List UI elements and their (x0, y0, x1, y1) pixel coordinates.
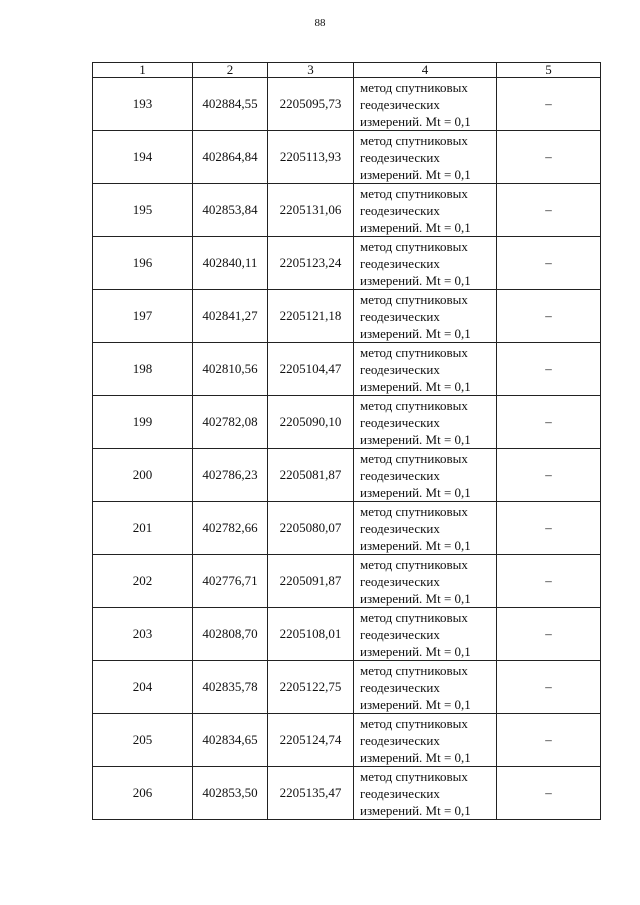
point-number-cell: 206 (93, 767, 193, 820)
method-line: метод спутниковых (360, 609, 468, 625)
table-row (93, 502, 601, 555)
table-row (93, 343, 601, 396)
method-cell (354, 608, 497, 661)
table-row (93, 449, 601, 502)
y-coordinate-cell: 2205091,87 (268, 555, 354, 608)
method-cell (354, 237, 497, 290)
method-line: измерений. Mt = 0,1 (360, 272, 471, 288)
method-line: метод спутниковых (360, 503, 468, 519)
x-coordinate-cell: 402782,08 (193, 396, 268, 449)
method-line: метод спутниковых (360, 715, 468, 731)
y-coordinate-cell: 2205090,10 (268, 396, 354, 449)
method-line: метод спутниковых (360, 185, 468, 201)
y-coordinate-cell: 2205108,01 (268, 608, 354, 661)
y-coordinate-cell: 2205122,75 (268, 661, 354, 714)
method-line: геодезических (360, 626, 440, 642)
table-header (93, 63, 601, 78)
method-line: измерений. Mt = 0,1 (360, 590, 471, 606)
table-row (93, 396, 601, 449)
method-cell (354, 78, 497, 131)
y-coordinate-cell: 2205113,93 (268, 131, 354, 184)
method-cell (354, 396, 497, 449)
note-cell: – (497, 502, 601, 555)
point-number-cell: 199 (93, 396, 193, 449)
method-line: геодезических (360, 679, 440, 695)
note-cell: – (497, 555, 601, 608)
table-row (93, 237, 601, 290)
header-col-2: 2 (193, 63, 268, 78)
note-cell: – (497, 714, 601, 767)
point-number-cell: 202 (93, 555, 193, 608)
table-row (93, 78, 601, 131)
x-coordinate-cell: 402840,11 (193, 237, 268, 290)
method-line: измерений. Mt = 0,1 (360, 643, 471, 659)
x-coordinate-cell: 402884,55 (193, 78, 268, 131)
note-cell: – (497, 131, 601, 184)
method-line: метод спутниковых (360, 768, 468, 784)
method-line: геодезических (360, 520, 440, 536)
method-line: геодезических (360, 361, 440, 377)
table-row (93, 767, 601, 820)
y-coordinate-cell: 2205081,87 (268, 449, 354, 502)
y-coordinate-cell: 2205080,07 (268, 502, 354, 555)
method-line: измерений. Mt = 0,1 (360, 166, 471, 182)
method-cell (354, 449, 497, 502)
note-cell: – (497, 449, 601, 502)
method-line: измерений. Mt = 0,1 (360, 113, 471, 129)
point-number-cell: 195 (93, 184, 193, 237)
method-line: метод спутниковых (360, 238, 468, 254)
method-line: геодезических (360, 414, 440, 430)
method-cell (354, 502, 497, 555)
method-line: метод спутниковых (360, 556, 468, 572)
method-line: измерений. Mt = 0,1 (360, 431, 471, 447)
method-line: измерений. Mt = 0,1 (360, 219, 471, 235)
method-line: геодезических (360, 308, 440, 324)
y-coordinate-cell: 2205135,47 (268, 767, 354, 820)
x-coordinate-cell: 402841,27 (193, 290, 268, 343)
y-coordinate-cell: 2205131,06 (268, 184, 354, 237)
method-line: метод спутниковых (360, 397, 468, 413)
x-coordinate-cell: 402864,84 (193, 131, 268, 184)
method-line: геодезических (360, 573, 440, 589)
x-coordinate-cell: 402853,50 (193, 767, 268, 820)
header-col-3: 3 (268, 63, 354, 78)
x-coordinate-cell: 402835,78 (193, 661, 268, 714)
method-cell (354, 343, 497, 396)
note-cell: – (497, 184, 601, 237)
x-coordinate-cell: 402810,56 (193, 343, 268, 396)
method-line: геодезических (360, 255, 440, 271)
method-cell (354, 184, 497, 237)
method-line: измерений. Mt = 0,1 (360, 749, 471, 765)
method-line: измерений. Mt = 0,1 (360, 378, 471, 394)
point-number-cell: 205 (93, 714, 193, 767)
table-row (93, 661, 601, 714)
method-line: измерений. Mt = 0,1 (360, 802, 471, 818)
table-row (93, 555, 601, 608)
table-row (93, 290, 601, 343)
x-coordinate-cell: 402786,23 (193, 449, 268, 502)
method-cell (354, 661, 497, 714)
method-line: метод спутниковых (360, 79, 468, 95)
table-row (93, 184, 601, 237)
y-coordinate-cell: 2205121,18 (268, 290, 354, 343)
method-line: метод спутниковых (360, 132, 468, 148)
method-line: геодезических (360, 785, 440, 801)
point-number-cell: 197 (93, 290, 193, 343)
note-cell: – (497, 767, 601, 820)
x-coordinate-cell: 402834,65 (193, 714, 268, 767)
note-cell: – (497, 661, 601, 714)
method-line: геодезических (360, 149, 440, 165)
note-cell: – (497, 396, 601, 449)
method-cell (354, 290, 497, 343)
method-line: метод спутниковых (360, 344, 468, 360)
table-row (93, 131, 601, 184)
note-cell: – (497, 290, 601, 343)
note-cell: – (497, 78, 601, 131)
method-cell (354, 714, 497, 767)
header-col-4: 4 (354, 63, 497, 78)
method-cell (354, 131, 497, 184)
x-coordinate-cell: 402776,71 (193, 555, 268, 608)
method-line: измерений. Mt = 0,1 (360, 696, 471, 712)
table-body (93, 78, 601, 820)
point-number-cell: 193 (93, 78, 193, 131)
point-number-cell: 201 (93, 502, 193, 555)
point-number-cell: 200 (93, 449, 193, 502)
table-row (93, 714, 601, 767)
table-row (93, 608, 601, 661)
x-coordinate-cell: 402853,84 (193, 184, 268, 237)
point-number-cell: 196 (93, 237, 193, 290)
header-col-5: 5 (497, 63, 601, 78)
method-line: геодезических (360, 467, 440, 483)
method-line: метод спутниковых (360, 662, 468, 678)
method-line: измерений. Mt = 0,1 (360, 484, 471, 500)
header-col-1: 1 (93, 63, 193, 78)
method-cell (354, 555, 497, 608)
y-coordinate-cell: 2205095,73 (268, 78, 354, 131)
method-line: измерений. Mt = 0,1 (360, 537, 471, 553)
note-cell: – (497, 237, 601, 290)
note-cell: – (497, 608, 601, 661)
point-number-cell: 203 (93, 608, 193, 661)
point-number-cell: 204 (93, 661, 193, 714)
method-line: геодезических (360, 96, 440, 112)
x-coordinate-cell: 402808,70 (193, 608, 268, 661)
y-coordinate-cell: 2205104,47 (268, 343, 354, 396)
note-cell: – (497, 343, 601, 396)
y-coordinate-cell: 2205123,24 (268, 237, 354, 290)
method-line: геодезических (360, 732, 440, 748)
coordinates-table (92, 62, 601, 820)
method-line: метод спутниковых (360, 450, 468, 466)
x-coordinate-cell: 402782,66 (193, 502, 268, 555)
method-line: метод спутниковых (360, 291, 468, 307)
y-coordinate-cell: 2205124,74 (268, 714, 354, 767)
point-number-cell: 198 (93, 343, 193, 396)
header-row (93, 63, 601, 78)
method-line: измерений. Mt = 0,1 (360, 325, 471, 341)
page-number: 88 (314, 17, 326, 29)
point-number-cell: 194 (93, 131, 193, 184)
method-line: геодезических (360, 202, 440, 218)
method-cell (354, 767, 497, 820)
